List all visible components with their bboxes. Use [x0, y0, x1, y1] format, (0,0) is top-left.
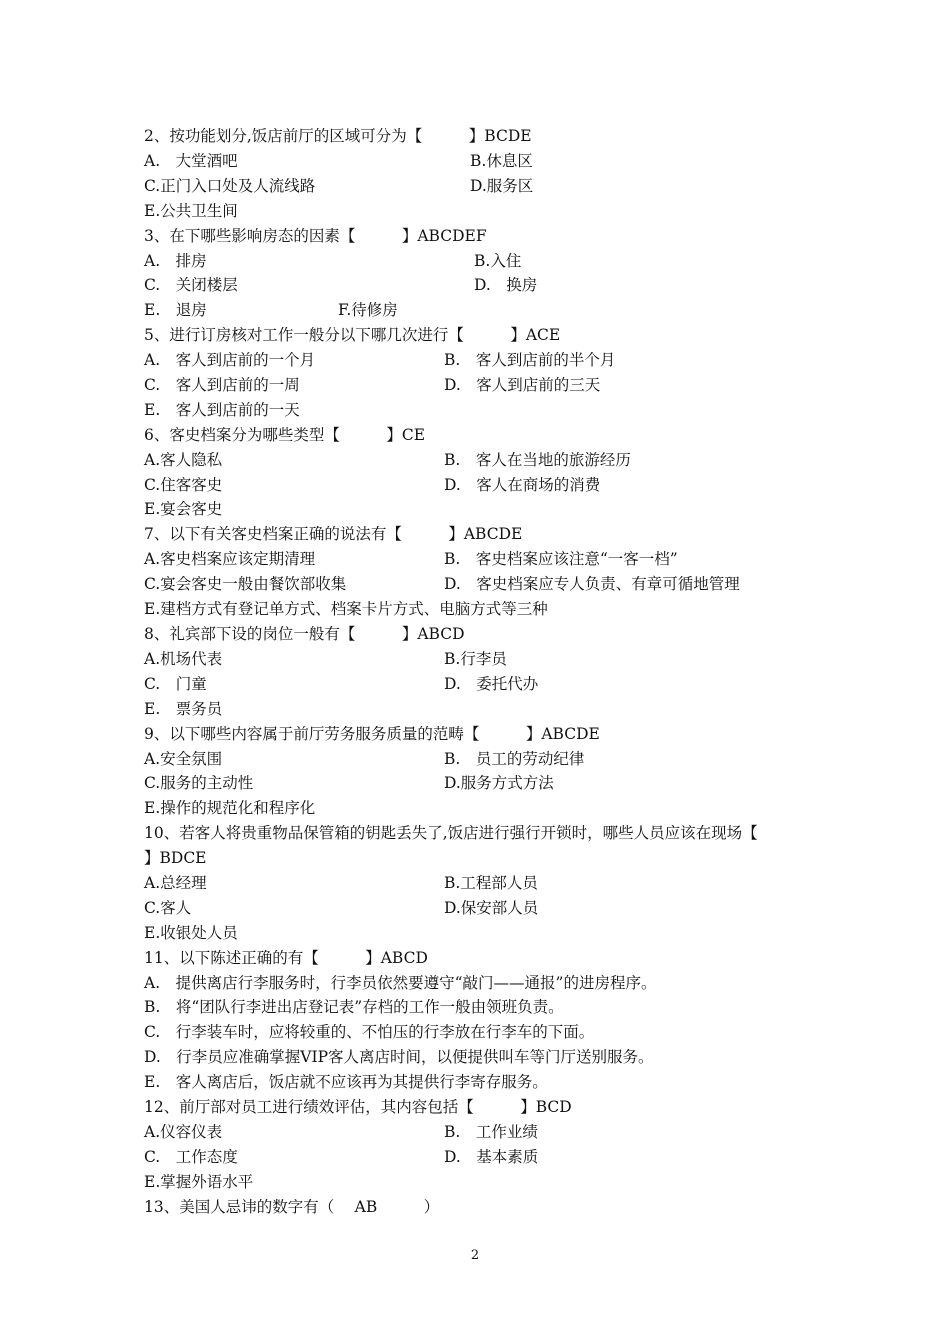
line-text: A.总经理 [144, 874, 207, 892]
text-line [144, 821, 824, 846]
text-line [144, 497, 824, 522]
text-line [144, 373, 824, 398]
line-text: E. 退房 [144, 301, 207, 319]
option-right: B. 客人在当地的旅游经历 [444, 451, 631, 469]
option-right: D. 基本素质 [444, 1148, 539, 1166]
line-text: E.掌握外语水平 [144, 1173, 254, 1191]
text-line [144, 199, 824, 224]
text-line [144, 348, 824, 373]
text-line [144, 398, 824, 423]
text-line [144, 647, 824, 672]
text-line [144, 448, 824, 473]
text-line [144, 871, 824, 896]
text-line [144, 921, 824, 946]
text-line [144, 1170, 824, 1195]
option-right: D. 换房 [474, 276, 538, 294]
line-text: 2、按功能划分,饭店前厅的区域可分为【 】BCDE [144, 127, 532, 145]
option-right: B.入住 [474, 252, 522, 270]
line-text: C.住客客史 [144, 476, 223, 494]
option-right: B. 工作业绩 [444, 1123, 538, 1141]
option-right: B. 客史档案应该注意“一客一档” [444, 550, 678, 568]
line-text: 3、在下哪些影响房态的因素【 】ABCDEF [144, 227, 487, 245]
option-right: B.休息区 [470, 152, 533, 170]
text-line [144, 1120, 824, 1145]
line-text: A.机场代表 [144, 650, 223, 668]
line-text: C.客人 [144, 899, 192, 917]
text-line [144, 224, 824, 249]
text-line [144, 946, 824, 971]
line-text: A. 客人到店前的一个月 [144, 351, 316, 369]
line-text: A.客史档案应该定期清理 [144, 550, 316, 568]
line-text: C. 关闭楼层 [144, 276, 238, 294]
line-text: C. 门童 [144, 675, 207, 693]
line-text: C. 行李装车时，应将较重的、不怕压的行李放在行李车的下面。 [144, 1023, 595, 1041]
line-text: E.收银处人员 [144, 924, 238, 942]
line-text: C. 工作态度 [144, 1148, 238, 1166]
line-text: C.正门入口处及人流线路 [144, 177, 316, 195]
line-text: E.宴会客史 [144, 500, 223, 518]
text-line [144, 423, 824, 448]
text-line [144, 896, 824, 921]
text-line [144, 1045, 824, 1070]
line-text: 12、前厅部对员工进行绩效评估，其内容包括【 】BCD [144, 1098, 572, 1116]
text-line [144, 149, 824, 174]
option-right: D. 客人在商场的消费 [444, 476, 601, 494]
option-right: B. 客人到店前的半个月 [444, 351, 616, 369]
line-text: E. 票务员 [144, 700, 223, 718]
text-line [144, 323, 824, 348]
text-line [144, 273, 824, 298]
line-text: 7、以下有关客史档案正确的说法有【 】ABCDE [144, 525, 523, 543]
option-right: D.服务方式方法 [444, 774, 554, 792]
line-text: 13、美国人忌讳的数字有（ AB ） [144, 1198, 440, 1216]
line-text: E.建档方式有登记单方式、档案卡片方式、电脑方式等三种 [144, 600, 548, 618]
text-line [144, 622, 824, 647]
line-text: A. 提供离店行李服务时，行李员依然要遵守“敲门——通报”的进房程序。 [144, 974, 657, 992]
option-right: B. 员工的劳动纪律 [444, 750, 585, 768]
option-right: F.待修房 [338, 301, 398, 319]
text-line [144, 1195, 824, 1220]
line-text: 5、进行订房核对工作一般分以下哪几次进行【 】ACE [144, 326, 561, 344]
line-text: 11、以下陈述正确的有【 】ABCD [144, 949, 428, 967]
text-line [144, 1145, 824, 1170]
line-text: B. 将“团队行李进出店登记表”存档的工作一般由领班负责。 [144, 998, 564, 1016]
line-text: C. 客人到店前的一周 [144, 376, 300, 394]
line-text: 8、礼宾部下设的岗位一般有【 】ABCD [144, 625, 465, 643]
option-right: D.保安部人员 [444, 899, 539, 917]
line-text: A.客人隐私 [144, 451, 223, 469]
text-line [144, 846, 824, 871]
text-line [144, 1070, 824, 1095]
text-line [144, 697, 824, 722]
option-right: D. 委托代办 [444, 675, 539, 693]
text-line [144, 124, 824, 149]
line-text: C.宴会客史一般由餐饮部收集 [144, 575, 347, 593]
line-text: A.仪容仪表 [144, 1123, 223, 1141]
text-line [144, 249, 824, 274]
text-line [144, 174, 824, 199]
line-text: E.公共卫生间 [144, 202, 238, 220]
option-right: B.工程部人员 [444, 874, 538, 892]
text-line [144, 547, 824, 572]
text-line [144, 1020, 824, 1045]
text-line [144, 747, 824, 772]
text-line [144, 672, 824, 697]
text-line [144, 298, 824, 323]
option-right: D.服务区 [470, 177, 534, 195]
text-line [144, 597, 824, 622]
option-right: D. 客人到店前的三天 [444, 376, 601, 394]
line-text: 】BDCE [144, 849, 207, 867]
line-text: E.操作的规范化和程序化 [144, 799, 316, 817]
text-line [144, 473, 824, 498]
text-line [144, 771, 824, 796]
line-text: A. 排房 [144, 252, 207, 270]
text-line [144, 1095, 824, 1120]
line-text: A. 大堂酒吧 [144, 152, 238, 170]
text-line [144, 522, 824, 547]
option-right: B.行李员 [444, 650, 507, 668]
option-right: D. 客史档案应专人负责、有章可循地管理 [444, 575, 740, 593]
text-line [144, 572, 824, 597]
line-text: 6、客史档案分为哪些类型【 】CE [144, 426, 426, 444]
text-line [144, 722, 824, 747]
text-line [144, 796, 824, 821]
line-text: E. 客人到店前的一天 [144, 401, 300, 419]
page-number: 2 [470, 1248, 480, 1263]
line-text: E. 客人离店后，饭店就不应该再为其提供行李寄存服务。 [144, 1073, 548, 1091]
line-text: A.安全氛围 [144, 750, 223, 768]
line-text: 10、若客人将贵重物品保管箱的钥匙丢失了,饭店进行强行开锁时，哪些人员应该在现场【 [144, 824, 758, 842]
line-text: C.服务的主动性 [144, 774, 254, 792]
text-line [144, 995, 824, 1020]
line-text: D. 行李员应准确掌握VIP客人离店时间，以便提供叫车等门厅送别服务。 [144, 1048, 654, 1066]
text-line [144, 971, 824, 996]
line-text: 9、以下哪些内容属于前厅劳务服务质量的范畴【 】ABCDE [144, 725, 600, 743]
